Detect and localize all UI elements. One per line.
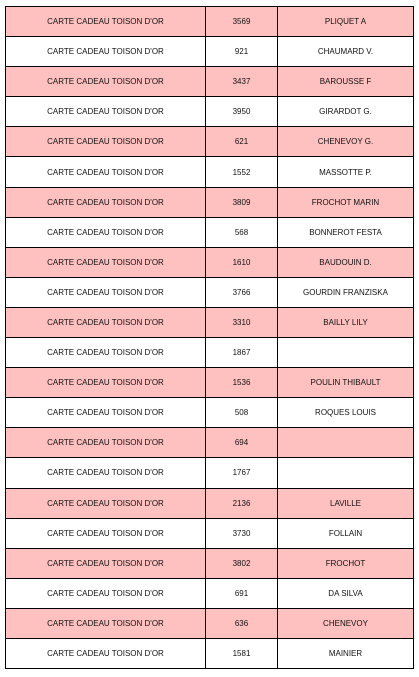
holder-name-cell: LAVILLE	[278, 489, 414, 518]
product-cell: CARTE CADEAU TOISON D'OR	[6, 97, 206, 126]
holder-name-cell	[278, 458, 414, 487]
table-row	[6, 489, 414, 519]
table-row	[6, 157, 414, 187]
holder-name-cell: BAILLY LILY	[278, 308, 414, 337]
table-row	[6, 458, 414, 488]
product-cell: CARTE CADEAU TOISON D'OR	[6, 218, 206, 247]
table-row	[6, 7, 414, 37]
holder-name-cell: CHENEVOY G.	[278, 127, 414, 156]
card-number-cell: 1867	[206, 338, 278, 367]
table-row	[6, 519, 414, 549]
product-cell: CARTE CADEAU TOISON D'OR	[6, 549, 206, 578]
table-row	[6, 549, 414, 579]
product-cell: CARTE CADEAU TOISON D'OR	[6, 338, 206, 367]
card-number-cell: 1536	[206, 368, 278, 397]
card-number-cell: 636	[206, 609, 278, 638]
holder-name-cell: GIRARDOT G.	[278, 97, 414, 126]
product-cell: CARTE CADEAU TOISON D'OR	[6, 188, 206, 217]
table-row	[6, 67, 414, 97]
product-cell: CARTE CADEAU TOISON D'OR	[6, 368, 206, 397]
product-cell: CARTE CADEAU TOISON D'OR	[6, 639, 206, 668]
card-number-cell: 1581	[206, 639, 278, 668]
holder-name-cell: GOURDIN FRANZISKA	[278, 278, 414, 307]
card-number-cell: 694	[206, 428, 278, 457]
table-row	[6, 248, 414, 278]
card-number-cell: 621	[206, 127, 278, 156]
card-number-cell: 508	[206, 398, 278, 427]
holder-name-cell	[278, 338, 414, 367]
table-row	[6, 278, 414, 308]
card-number-cell: 3437	[206, 67, 278, 96]
table-row	[6, 368, 414, 398]
table-row	[6, 579, 414, 609]
product-cell: CARTE CADEAU TOISON D'OR	[6, 579, 206, 608]
card-number-cell: 3310	[206, 308, 278, 337]
holder-name-cell	[278, 428, 414, 457]
holder-name-cell: CHENEVOY	[278, 609, 414, 638]
product-cell: CARTE CADEAU TOISON D'OR	[6, 157, 206, 186]
card-number-cell: 3766	[206, 278, 278, 307]
card-number-cell: 3802	[206, 549, 278, 578]
holder-name-cell: BONNEROT FESTA	[278, 218, 414, 247]
table-row	[6, 428, 414, 458]
product-cell: CARTE CADEAU TOISON D'OR	[6, 248, 206, 277]
holder-name-cell: DA SILVA	[278, 579, 414, 608]
holder-name-cell: POULIN THIBAULT	[278, 368, 414, 397]
product-cell: CARTE CADEAU TOISON D'OR	[6, 67, 206, 96]
holder-name-cell: BAUDOUIN D.	[278, 248, 414, 277]
product-cell: CARTE CADEAU TOISON D'OR	[6, 398, 206, 427]
card-number-cell: 3950	[206, 97, 278, 126]
card-number-cell: 1552	[206, 157, 278, 186]
card-number-cell: 1767	[206, 458, 278, 487]
product-cell: CARTE CADEAU TOISON D'OR	[6, 278, 206, 307]
table-row	[6, 218, 414, 248]
product-cell: CARTE CADEAU TOISON D'OR	[6, 519, 206, 548]
holder-name-cell: MASSOTTE P.	[278, 157, 414, 186]
holder-name-cell: PLIQUET A	[278, 7, 414, 36]
product-cell: CARTE CADEAU TOISON D'OR	[6, 7, 206, 36]
product-cell: CARTE CADEAU TOISON D'OR	[6, 458, 206, 487]
card-number-cell: 1610	[206, 248, 278, 277]
product-cell: CARTE CADEAU TOISON D'OR	[6, 127, 206, 156]
card-number-cell: 691	[206, 579, 278, 608]
product-cell: CARTE CADEAU TOISON D'OR	[6, 609, 206, 638]
card-number-cell: 3569	[206, 7, 278, 36]
gift-card-table	[5, 6, 414, 669]
holder-name-cell: FROCHOT	[278, 549, 414, 578]
table-row	[6, 609, 414, 639]
table-row	[6, 398, 414, 428]
holder-name-cell: ROQUES LOUIS	[278, 398, 414, 427]
card-number-cell: 921	[206, 37, 278, 66]
table-row	[6, 188, 414, 218]
product-cell: CARTE CADEAU TOISON D'OR	[6, 489, 206, 518]
holder-name-cell: CHAUMARD V.	[278, 37, 414, 66]
product-cell: CARTE CADEAU TOISON D'OR	[6, 37, 206, 66]
table-row	[6, 127, 414, 157]
holder-name-cell: BAROUSSE F	[278, 67, 414, 96]
table-row	[6, 308, 414, 338]
product-cell: CARTE CADEAU TOISON D'OR	[6, 428, 206, 457]
product-cell: CARTE CADEAU TOISON D'OR	[6, 308, 206, 337]
table-row	[6, 639, 414, 669]
holder-name-cell: FROCHOT MARIN	[278, 188, 414, 217]
card-number-cell: 3809	[206, 188, 278, 217]
card-number-cell: 3730	[206, 519, 278, 548]
holder-name-cell: FOLLAIN	[278, 519, 414, 548]
holder-name-cell: MAINIER	[278, 639, 414, 668]
card-number-cell: 568	[206, 218, 278, 247]
table-row	[6, 37, 414, 67]
card-number-cell: 2136	[206, 489, 278, 518]
table-row	[6, 338, 414, 368]
table-row	[6, 97, 414, 127]
